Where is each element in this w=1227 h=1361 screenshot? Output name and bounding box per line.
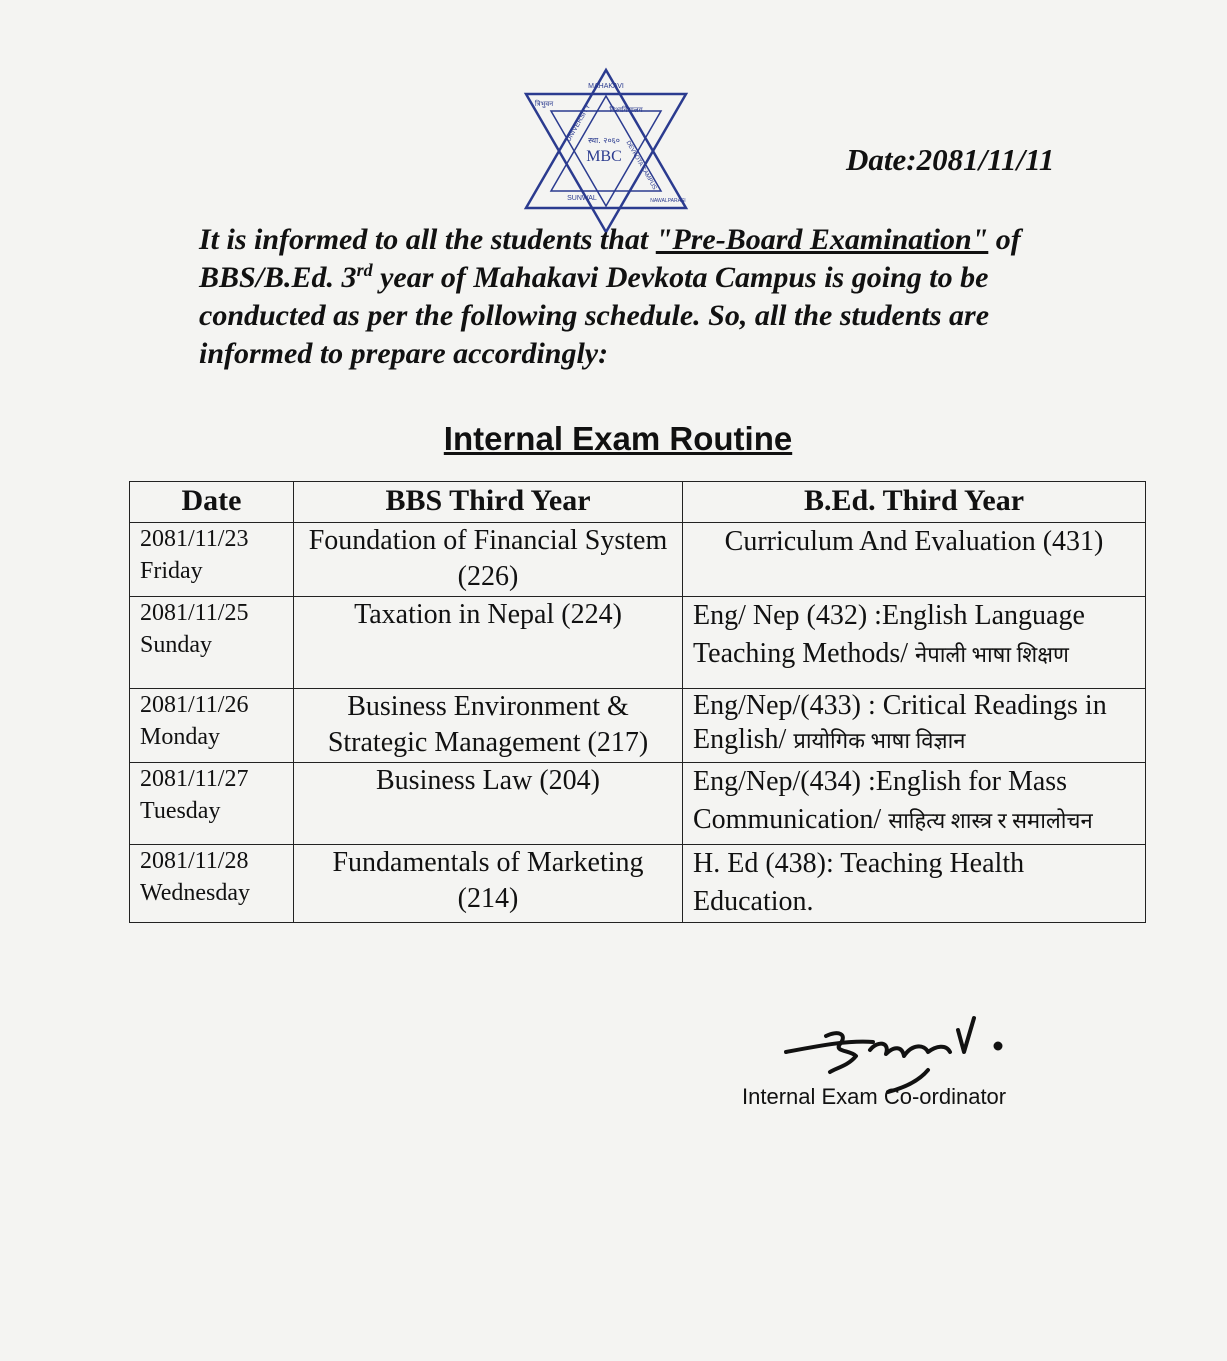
row-bbs-cell: Taxation in Nepal (224) (294, 597, 683, 689)
svg-text:SUNWAL: SUNWAL (567, 195, 597, 202)
notice-date: Date:2081/11/11 (846, 142, 1055, 177)
svg-text:MAHAKAVI: MAHAKAVI (588, 83, 624, 90)
row-bed-cell: Eng/ Nep (432) :English Language Teaching Methods/ नेपाली भाषा शिक्षण (683, 597, 1146, 689)
svg-text:NAWALPARASI: NAWALPARASI (650, 198, 686, 204)
row-bbs-cell: Fundamentals of Marketing (214) (294, 845, 683, 923)
table-row (130, 689, 1146, 763)
row-date-cell: 2081/11/28 Wednesday (130, 845, 294, 923)
row-date-cell: 2081/11/26 Monday (130, 689, 294, 763)
svg-text:विश्वविद्यालय: विश्वविद्यालय (609, 106, 643, 114)
table-header-row (130, 482, 1146, 523)
logo-abbrev: MBC (586, 148, 622, 165)
table-row (130, 763, 1146, 845)
svg-text:UNIVERSITY: UNIVERSITY (565, 103, 593, 144)
row-bbs-cell: Business Law (204) (294, 763, 683, 845)
row-bed-cell: Eng/Nep/(433) : Critical Readings in English/ प्रायोगिक भाषा विज्ञान (683, 689, 1146, 763)
table-row (130, 845, 1146, 923)
table-row (130, 523, 1146, 597)
row-date-cell: 2081/11/23 Friday (130, 523, 294, 597)
exam-routine-table (129, 481, 1146, 923)
row-bbs-cell: Business Environment & Strategic Management (217) (294, 689, 683, 763)
coordinator-label: Internal Exam Co-ordinator (742, 1084, 1007, 1109)
row-bed-cell: Curriculum And Evaluation (431) (683, 523, 1146, 597)
row-bed-cell: Eng/Nep/(434) :English for Mass Communication/ साहित्य शास्त्र र समालोचन (683, 763, 1146, 845)
table-row (130, 597, 1146, 689)
row-date-cell: 2081/11/25 Sunday (130, 597, 294, 689)
notice-paragraph: It is informed to all the students that "Pre-Board Examination" of BBS/B.Ed. 3rd year of Mahakavi Devkota Campus is going to be conducted as per the following schedule. So, all the students are informed to prepare accordingly: (199, 223, 1021, 370)
campus-seal-logo (516, 66, 696, 236)
row-date-cell: 2081/11/27 Tuesday (130, 763, 294, 845)
row-bed-cell: H. Ed (438): Teaching Health Education. (683, 845, 1146, 923)
routine-title: Internal Exam Routine (443, 420, 793, 457)
svg-text:स्था. २०६०: स्था. २०६० (588, 136, 620, 145)
exam-name: "Pre-Board Examination" (655, 223, 989, 256)
svg-text:DEVKOTA CAMPUS: DEVKOTA CAMPUS (624, 140, 658, 191)
row-bbs-cell: Foundation of Financial System (226) (294, 523, 683, 597)
svg-text:त्रिभुवन: त्रिभुवन (534, 100, 554, 108)
header-bbs: BBS Third Year (294, 482, 683, 523)
header-date: Date (130, 482, 294, 523)
header-bed: B.Ed. Third Year (683, 482, 1146, 523)
